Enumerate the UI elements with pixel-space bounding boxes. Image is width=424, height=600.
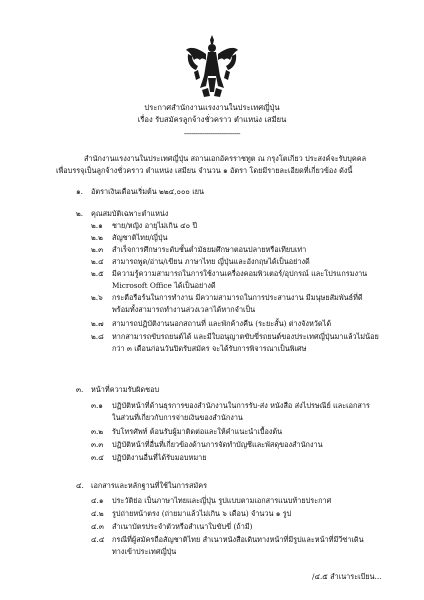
subsection-number: ๓.๒ [91,427,104,436]
section-text: คุณสมบัติเฉพาะตำแหน่ง [91,209,169,218]
subsection-text: ชาย/หญิง อายุไม่เกิน ๔๐ ปี [112,221,198,230]
subsection-number: ๓.๑ [91,401,103,410]
section-text: หน้าที่ความรับผิดชอบ [91,385,160,394]
subsection-number: ๒.๘ [91,332,104,341]
section-number: ๔. [76,481,84,490]
subsection-text: สำเนาบัตรประจำตัวหรือสำเนาใบขับขี่ (ถ้ามี) [112,522,253,531]
title-divider: ------------------------------ [184,130,240,138]
subsection-continuation: ในส่วนที่เกี่ยวกับการจ่ายเงินของสำนักงาน [112,413,243,422]
subsection-continuation: ทางเข้าประเทศญี่ปุ่น [112,547,177,556]
subsection-number: ๔.๑ [91,496,104,505]
subsection-text: มีความรู้ความสามารถในการใช้งานเครื่องคอมพิวเตอร์/อุปกรณ์ และโปรแกรมงาน [112,269,368,278]
subsection-text: ปฏิบัติหน้าที่ด้านธุรการของสำนักงานในการรับ-ส่ง หนังสือ ส่งไปรษณีย์ และเอกสาร [112,401,370,410]
subsection-number: ๓.๓ [91,440,104,449]
subsection-text: กรณีที่ผู้สมัครถือสัญชาติไทย สำเนาหนังสือเดินทางหน้าที่มีรูปและหน้าที่มีวีซ่าเดิน [112,535,364,544]
subsection-number: ๔.๓ [91,522,104,531]
subsection-number: ๒.๒ [91,233,103,242]
subsection-continuation: Microsoft Office ได้เป็นอย่างดี [112,281,216,290]
section-number: ๓. [76,385,84,394]
intro-line: สำนักงานแรงงานในประเทศญี่ปุ่น สถานเอกอัครราชทูต ณ กรุงโตเกียว ประสงค์จะรับบุคคล [84,154,367,163]
intro-paragraph [56,153,378,178]
subsection-number: ๒.๗ [91,319,104,328]
subsection-text: สัญชาติไทย/ญี่ปุ่น [112,233,168,242]
subsection-continuation: กว่า ๓ เดือนก่อนวันปิดรับสมัคร จะได้รับการพิจารณาเป็นพิเศษ [112,344,307,353]
subsection-number: ๒.๓ [91,245,104,254]
section-text: เอกสารและหลักฐานที่ใช้ในการสมัคร [91,481,208,490]
subsection-text: หากสามารถขับรถยนต์ได้ และมีใบอนุญาตขับขี่รถยนต์ของประเทศญี่ปุ่นมาแล้วไม่น้อย [112,332,379,341]
subsection-text: ปฏิบัติงานอื่นที่ได้รับมอบหมาย [112,453,207,462]
announcement-title: ประกาศสำนักงานแรงงานในประเทศญี่ปุ่น [144,103,280,112]
subsection-number: ๒.๖ [91,293,103,302]
section-number: ๒. [76,209,84,218]
subsection-number: ๒.๑ [91,221,103,230]
subsection-text: ปฏิบัติหน้าที่อื่นที่เกี่ยวข้องด้านการจัดทำบัญชีและพัสดุของสำนักงาน [112,440,323,449]
subsection-number: ๒.๔ [91,257,104,266]
subsection-text: สามารถพูด/อ่าน/เขียน ภาษาไทย ญี่ปุ่นและอังกฤษได้เป็นอย่างดี [112,257,310,266]
subsection-text: ประวัติย่อ เป็นภาษาไทยและญี่ปุ่น รูปแบบตามเอกสารแนบท้ายประกาศ [112,496,332,505]
subsection-number: ๒.๕ [91,269,104,278]
continuation-note: /๔.๕ สำเนาระเบียน... [312,572,382,581]
section-number: ๑. [76,187,83,196]
subsection-text: รับโทรศัพท์ ต้อนรับผู้มาติดต่อและให้คำแนะนำเบื้องต้น [112,427,283,436]
intro-line: เพื่อบรรจุเป็นลูกจ้างชั่วคราว ตำแหน่ง เสมียน จำนวน ๑ อัตรา โดยมีรายละเอียดที่เกี่ยวข้อง ดังนี้ [56,166,353,176]
section-text: อัตราเงินเดือนเริ่มต้น ๒๒๔,๐๐๐ เยน [91,187,204,196]
garuda-emblem-icon [184,34,240,98]
subsection-number: ๓.๔ [91,453,104,462]
subsection-text: สามารถปฏิบัติงานนอกสถานที่ และพักค้างคืน (ระยะสั้น) ต่างจังหวัดได้ [112,319,332,328]
subsection-continuation: พร้อมทั้งสามารถทำงานล่วงเวลาได้หากจำเป็น [112,305,256,314]
subsection-number: ๔.๔ [91,535,105,544]
subsection-text: กระตือรือร้นในการทำงาน มีความสามารถในการประสานงาน มีมนุษยสัมพันธ์ที่ดี [112,293,363,302]
subsection-number: ๔.๒ [91,509,104,518]
subsection-text: รูปถ่ายหน้าตรง (ถ่ายมาแล้วไม่เกิน ๖ เดือน) จำนวน ๑ รูป [112,509,292,518]
subsection-text: สำเร็จการศึกษาระดับชั้นต่ำมัธยมศึกษาตอนปลายหรือเทียบเท่า [112,245,307,254]
announcement-subject: เรื่อง รับสมัครลูกจ้างชั่วคราว ตำแหน่ง เสมียน [137,115,287,124]
